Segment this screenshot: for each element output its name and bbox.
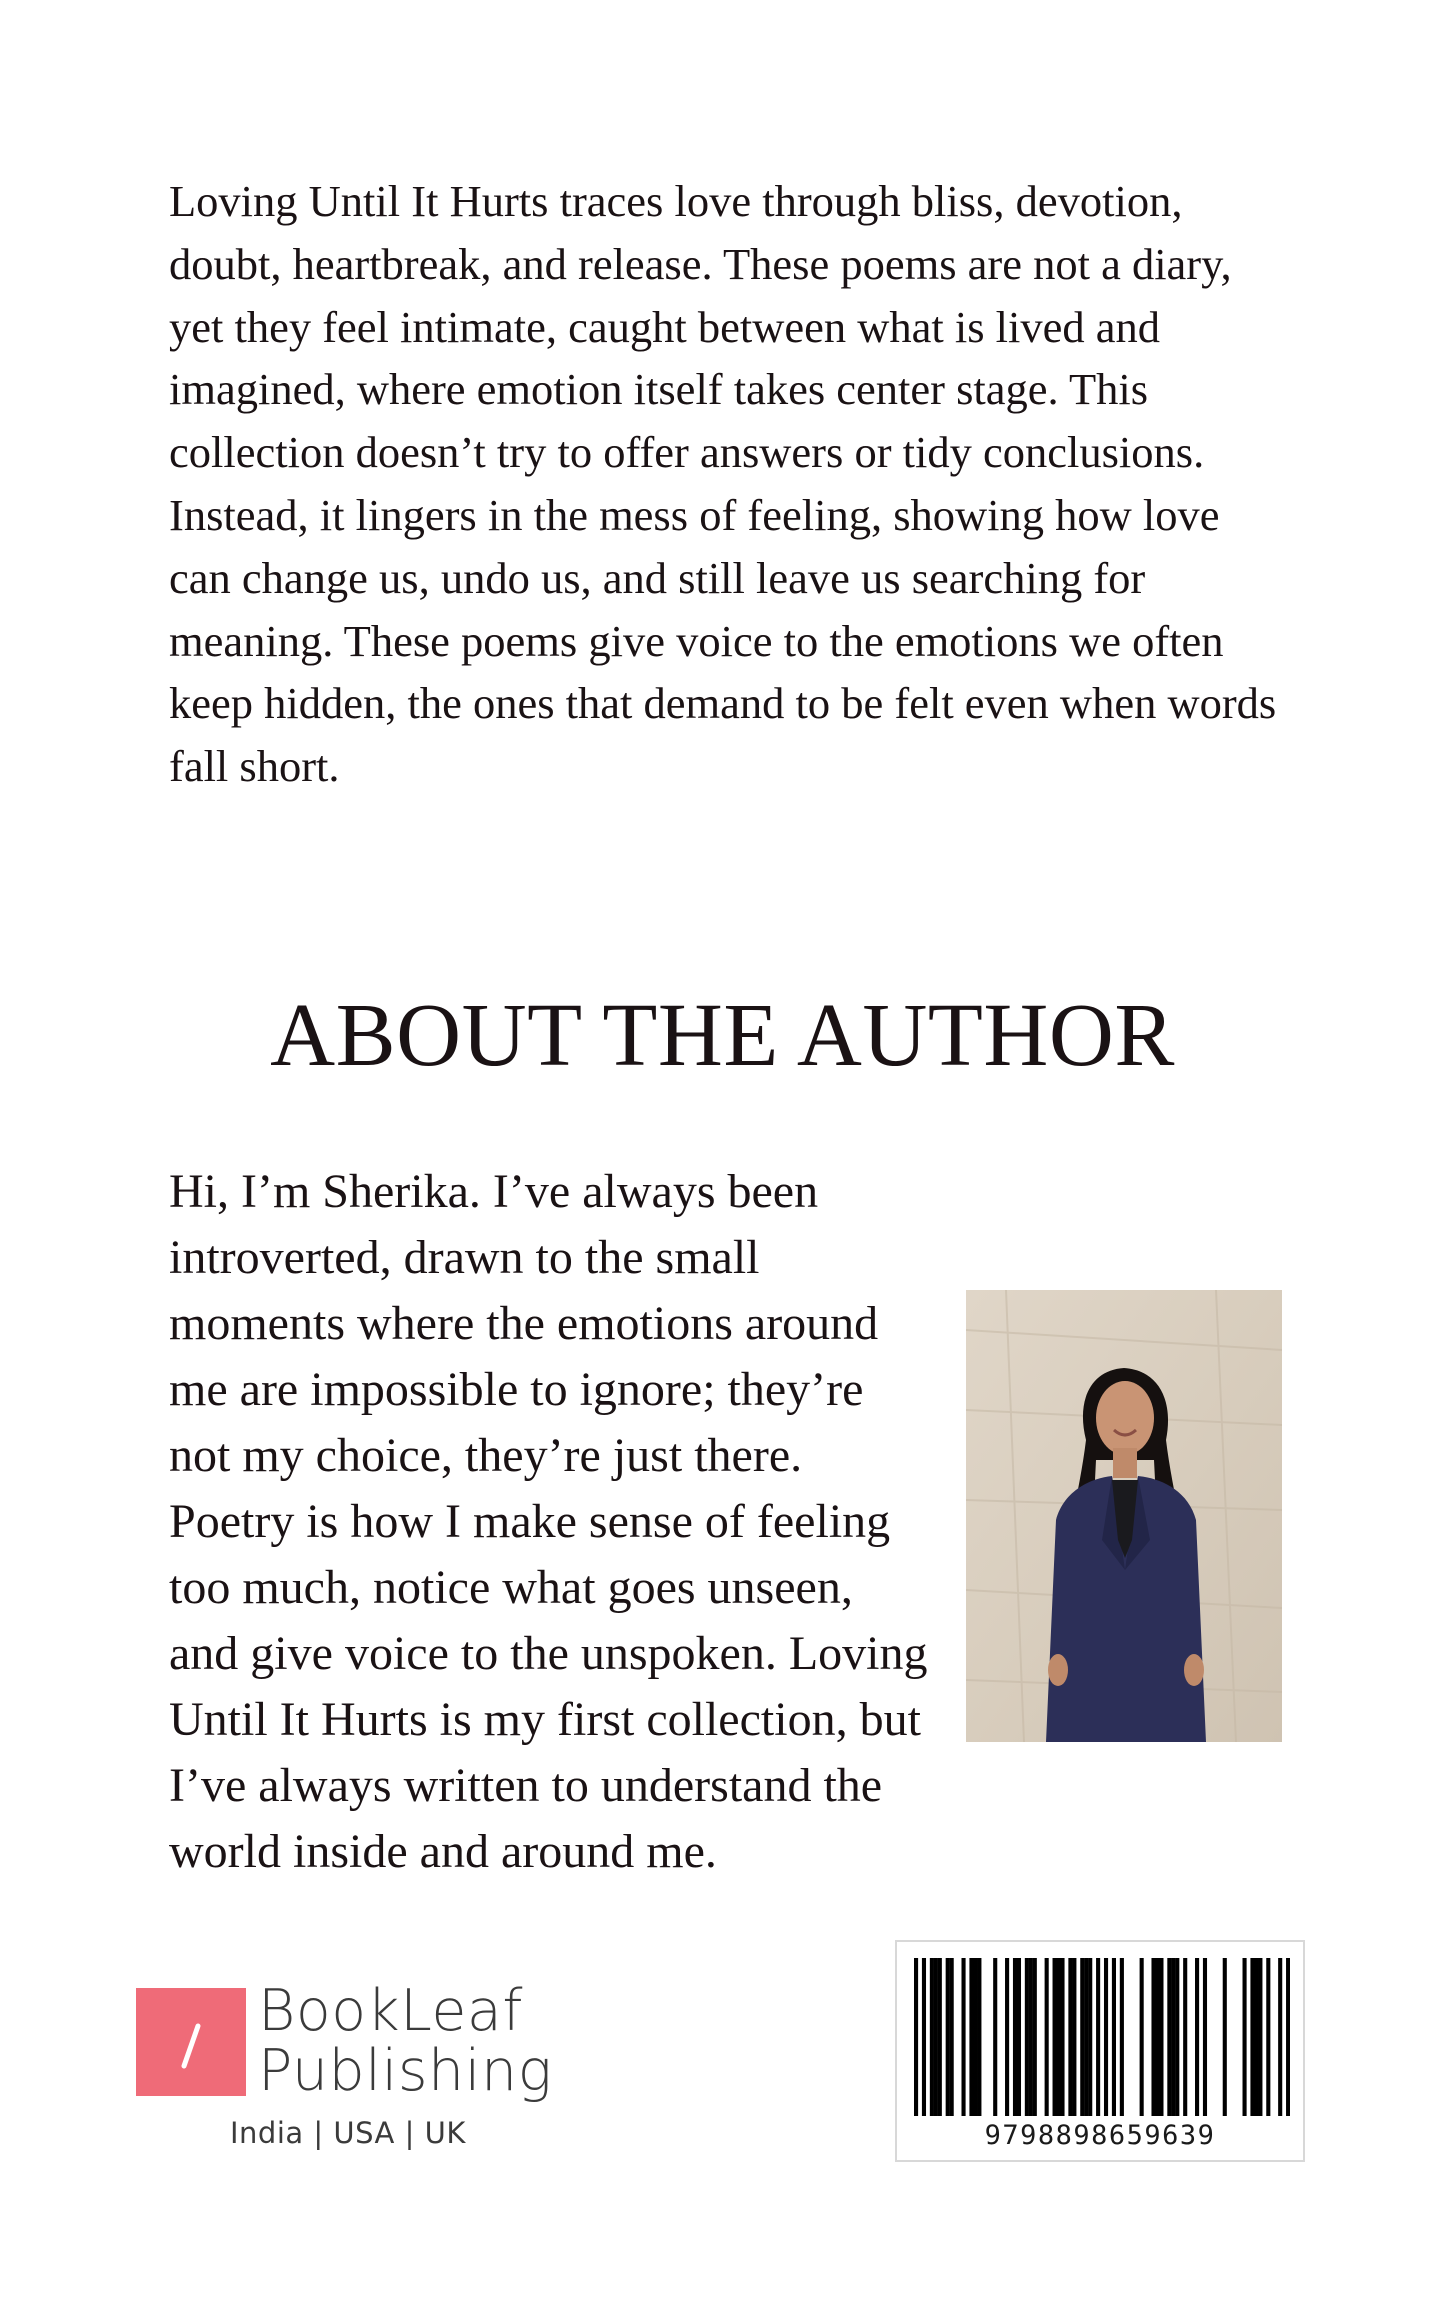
bookleaf-logo-mark: [136, 1988, 246, 2096]
barcode-bar: [1096, 1958, 1100, 2116]
barcode-bar: [946, 1958, 950, 2116]
barcode-bar: [1056, 1958, 1060, 2116]
barcode-bar: [1017, 1958, 1021, 2116]
book-blurb: Loving Until It Hurts traces love through bliss, devotion, doubt, heartbreak, and release. These poems are not a diary, yet they feel intimate, caught between what is lived and imagined, where emotion itself takes center stage. This collection doesn’t try to offer answers or tidy conclusions. Instead, it lingers in the mess of feeling, showing how love can change us, undo us, and still leave us searching for meaning. These poems give voice to the emotions we often keep hidden, the ones that demand to be felt even when words fall short.: [169, 176, 1277, 792]
barcode-bar: [1072, 1958, 1076, 2116]
barcode-bar: [1060, 1958, 1064, 2116]
barcode-bar: [1175, 1958, 1179, 2116]
isbn-number: 9798898659639: [984, 2120, 1216, 2151]
publisher-name-line-2: Publishing: [258, 2038, 553, 2104]
barcode-bar: [993, 1958, 997, 2116]
barcode-bar: [1159, 1958, 1163, 2116]
barcode-bar: [961, 1958, 965, 2116]
barcode-bar: [1286, 1958, 1290, 2116]
barcode-bar: [938, 1958, 942, 2116]
barcode-bar: [914, 1958, 918, 2116]
barcode-bar: [1045, 1958, 1049, 2116]
barcode-bar: [1171, 1958, 1175, 2116]
barcode-bar: [1278, 1958, 1282, 2116]
barcode-bar: [1203, 1958, 1207, 2116]
barcode-bar: [1183, 1958, 1187, 2116]
barcode-bar: [1250, 1958, 1254, 2116]
barcode-bar: [1068, 1958, 1072, 2116]
barcode-bar: [922, 1958, 926, 2116]
barcode-bar: [1053, 1958, 1057, 2116]
barcode-bar: [1029, 1958, 1033, 2116]
barcode-bar: [1266, 1958, 1270, 2116]
barcode-bar: [1025, 1958, 1029, 2116]
barcode-bar: [1084, 1958, 1088, 2116]
barcode-bar: [930, 1958, 934, 2116]
barcode-bar: [934, 1958, 938, 2116]
about-author-heading: ABOUT THE AUTHOR: [270, 986, 1175, 1085]
barcode-bar: [1112, 1958, 1116, 2116]
barcode-bar: [1254, 1958, 1258, 2116]
barcode-bar: [969, 1958, 973, 2116]
publisher-name-line-1: BookLeaf: [258, 1978, 523, 2044]
barcode-bar: [1080, 1958, 1084, 2116]
barcode-bar: [1013, 1958, 1017, 2116]
barcode-bar: [977, 1958, 981, 2116]
barcode-bar: [1167, 1958, 1171, 2116]
isbn-barcode: [895, 1940, 1305, 2162]
barcode-bar: [973, 1958, 977, 2116]
barcode-bars: [914, 1958, 1290, 2116]
publisher-tagline: India | USA | UK: [230, 2116, 466, 2150]
barcode-bar: [1033, 1958, 1037, 2116]
barcode-bar: [1243, 1958, 1247, 2116]
barcode-bar: [1140, 1958, 1144, 2116]
barcode-bar: [1155, 1958, 1159, 2116]
barcode-bar: [950, 1958, 954, 2116]
barcode-bar: [1195, 1958, 1199, 2116]
barcode-bar: [1151, 1958, 1155, 2116]
barcode-bar: [1088, 1958, 1092, 2116]
barcode-bar: [1104, 1958, 1108, 2116]
barcode-bar: [1120, 1958, 1124, 2116]
author-photo: [966, 1290, 1282, 1742]
author-bio: Hi, I’m Sherika. I’ve always been introverted, drawn to the small moments where the emotions around me are impossible to ignore; they’re not my choice, they’re just there. Poetry is how I make sense of feeling too much, notice what goes unseen, and give voice to the unspoken. Loving Until It Hurts is my first collection, but I’ve always written to understand the world inside and around me.: [169, 1165, 928, 1878]
barcode-bar: [1258, 1958, 1262, 2116]
barcode-bar: [1223, 1958, 1227, 2116]
barcode-bar: [1005, 1958, 1009, 2116]
